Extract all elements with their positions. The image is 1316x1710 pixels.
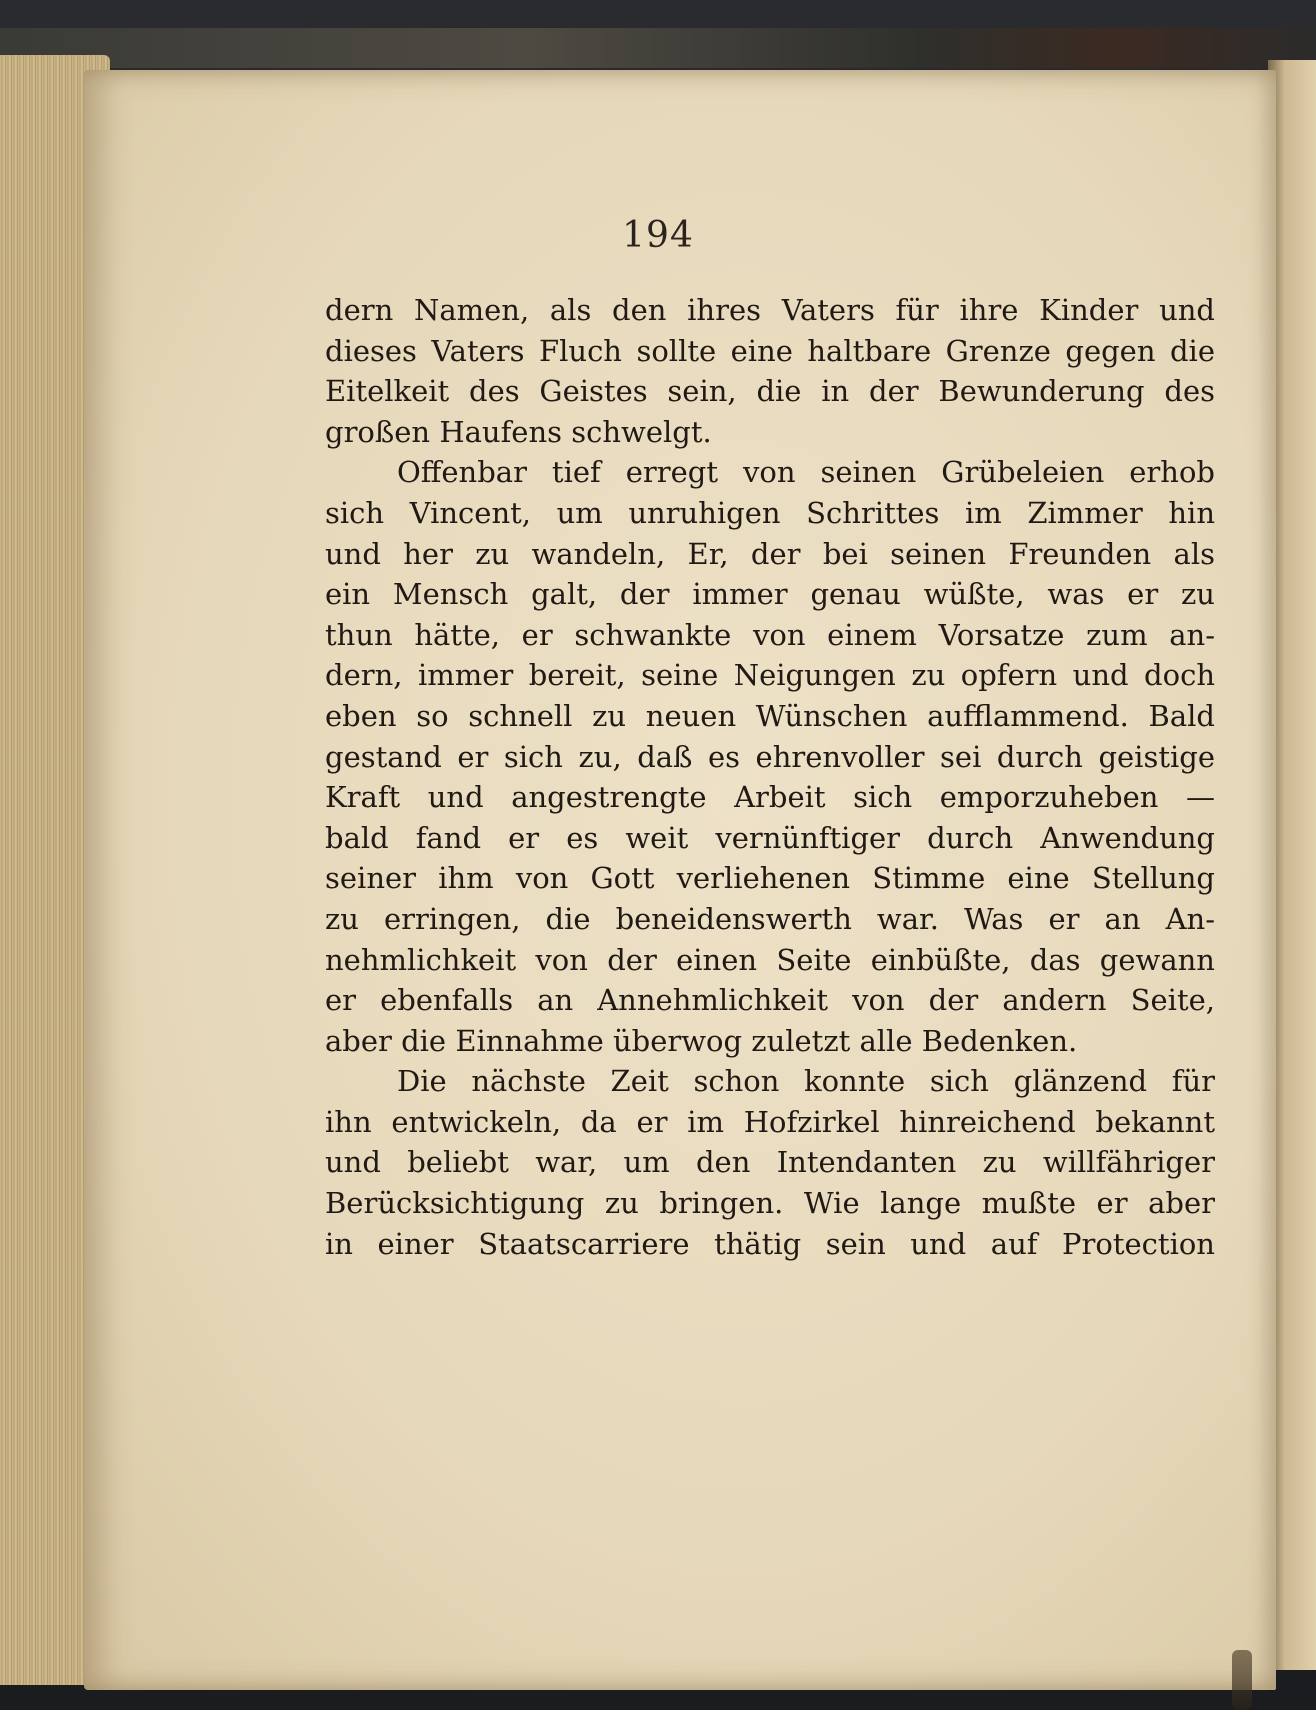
text-line: ihn entwickeln, da er im Hofzirkel hinreichend bekannt (325, 1104, 1215, 1139)
text-line: gestand er sich zu, daß es ehrenvoller sei durch geistige (325, 739, 1215, 774)
binding-thread (1232, 1650, 1252, 1710)
text-line: Offenbar tief erregt von seinen Grübeleien erhob (397, 455, 1215, 490)
text-line: seiner ihm von Gott verliehenen Stimme eine Stellung (325, 861, 1215, 896)
text-line: bald fand er es weit vernünftiger durch Anwendung (325, 820, 1215, 855)
text-line: Eitelkeit des Geistes sein, die in der Bewunderung des (325, 374, 1215, 409)
text-line: und beliebt war, um den Intendanten zu willfähriger (325, 1145, 1215, 1180)
page-number: 194 (622, 215, 694, 256)
text-line: zu erringen, die beneidenswerth war. Was er an An- (325, 901, 1215, 936)
text-line: er ebenfalls an Annehmlichkeit von der andern Seite, (325, 983, 1215, 1018)
text-line: sich Vincent, um unruhigen Schrittes im Zimmer hin (325, 495, 1215, 530)
text-line: aber die Einnahme überwog zuletzt alle Bedenken. (325, 1023, 1078, 1058)
text-line: dern, immer bereit, seine Neigungen zu opfern und doch (325, 658, 1215, 693)
text-line: dern Namen, als den ihres Vaters für ihre Kinder und (325, 293, 1215, 327)
text-line: eben so schnell zu neuen Wünschen aufflammend. Bald (325, 698, 1215, 733)
cover-edge (0, 28, 1316, 68)
text-line: in einer Staatscarriere thätig sein und auf Protection (325, 1226, 1215, 1261)
text-line: Berücksichtigung zu bringen. Wie lange mußte er aber (325, 1186, 1215, 1221)
body-text (325, 290, 1215, 1264)
text-line: Kraft und angestrengte Arbeit sich emporzuheben — (325, 780, 1215, 815)
text-line: thun hätte, er schwankte von einem Vorsatze zum an- (325, 617, 1215, 652)
text-line: ein Mensch galt, der immer genau wüßte, was er zu (325, 577, 1215, 612)
text-line: Die nächste Zeit schon konnte sich glänzend für (397, 1064, 1215, 1099)
text-line: dieses Vaters Fluch sollte eine haltbare Grenze gegen die (325, 333, 1215, 368)
text-line: großen Haufens schwelgt. (325, 414, 712, 449)
text-line: und her zu wandeln, Er, der bei seinen Freunden als (325, 536, 1215, 571)
text-line: nehmlichkeit von der einen Seite einbüßte, das gewann (325, 942, 1215, 977)
